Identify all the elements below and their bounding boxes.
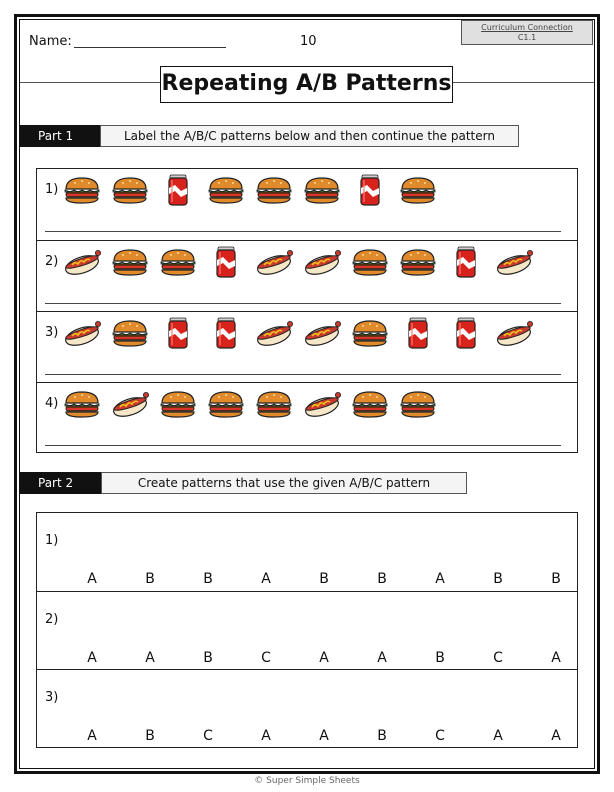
part1-tag: Part 1 — [20, 125, 100, 147]
pattern-letter: B — [319, 571, 329, 587]
footer-credit: © Super Simple Sheets — [254, 776, 360, 786]
name-field[interactable] — [74, 47, 226, 48]
burger-icon — [397, 173, 439, 207]
burger-icon — [397, 245, 439, 279]
part1-row-2 — [37, 240, 577, 311]
pattern-letter: A — [261, 728, 271, 744]
pattern-letter: A — [319, 650, 329, 666]
pattern-letter: C — [435, 728, 445, 744]
answer-line[interactable] — [45, 445, 561, 446]
pattern-letter: B — [551, 571, 561, 587]
pattern-letter: B — [435, 650, 445, 666]
part2-row-2 — [37, 591, 577, 669]
burger-icon — [157, 245, 199, 279]
hotdog-icon — [61, 316, 103, 350]
burger-icon — [253, 173, 295, 207]
curriculum-title: Curriculum Connection — [481, 23, 573, 32]
part1-header — [20, 125, 520, 147]
part2-tag: Part 2 — [20, 472, 101, 494]
curriculum-code: C1.1 — [517, 33, 537, 42]
soda-can-icon — [157, 173, 199, 207]
pattern-letter: A — [435, 571, 445, 587]
part1-row-1 — [37, 169, 577, 240]
hotdog-icon — [253, 245, 295, 279]
row-label: 3) — [45, 690, 59, 705]
hotdog-icon — [301, 316, 343, 350]
pattern-letter: A — [493, 728, 503, 744]
pattern-letter: A — [87, 728, 97, 744]
pattern-letter: A — [319, 728, 329, 744]
pattern-letter: B — [203, 650, 213, 666]
curriculum-connection-box — [461, 20, 593, 45]
part2-instruction: Create patterns that use the given A/B/C pattern — [101, 472, 467, 494]
pattern-letter: B — [493, 571, 503, 587]
answer-line[interactable] — [45, 374, 561, 375]
pattern-letter: A — [551, 650, 561, 666]
pattern-letter: B — [377, 571, 387, 587]
answer-line[interactable] — [45, 303, 561, 304]
hotdog-icon — [301, 245, 343, 279]
hotdog-icon — [493, 316, 535, 350]
part1-box — [36, 168, 578, 453]
part1-instruction: Label the A/B/C patterns below and then continue the pattern — [100, 125, 519, 147]
pattern-letter: C — [493, 650, 503, 666]
hotdog-icon — [61, 245, 103, 279]
hotdog-icon — [253, 316, 295, 350]
hotdog-icon — [493, 245, 535, 279]
burger-icon — [61, 387, 103, 421]
burger-icon — [205, 173, 247, 207]
burger-icon — [253, 387, 295, 421]
row-label: 1) — [45, 182, 59, 197]
soda-can-icon — [205, 245, 247, 279]
burger-icon — [349, 245, 391, 279]
part2-header — [20, 472, 468, 494]
pattern-letter: B — [145, 728, 155, 744]
burger-icon — [109, 173, 151, 207]
soda-can-icon — [205, 316, 247, 350]
soda-can-icon — [445, 245, 487, 279]
burger-icon — [109, 316, 151, 350]
hotdog-icon — [109, 387, 151, 421]
soda-can-icon — [157, 316, 199, 350]
row-label: 4) — [45, 396, 59, 411]
row-label: 2) — [45, 612, 59, 627]
pattern-letter: A — [551, 728, 561, 744]
answer-line[interactable] — [45, 231, 561, 232]
row-label: 1) — [45, 533, 59, 548]
soda-can-icon — [349, 173, 391, 207]
pattern-letter: A — [87, 571, 97, 587]
pattern-letter: C — [203, 728, 213, 744]
part1-row-3 — [37, 311, 577, 382]
burger-icon — [349, 316, 391, 350]
burger-icon — [61, 173, 103, 207]
burger-icon — [397, 387, 439, 421]
name-label: Name: — [29, 34, 72, 49]
part2-row-1 — [37, 513, 577, 591]
burger-icon — [349, 387, 391, 421]
burger-icon — [109, 245, 151, 279]
row-label: 3) — [45, 325, 59, 340]
burger-icon — [205, 387, 247, 421]
pattern-letter: B — [203, 571, 213, 587]
pattern-letter: B — [145, 571, 155, 587]
row-label: 2) — [45, 254, 59, 269]
part2-row-3 — [37, 669, 577, 747]
pattern-letter: A — [261, 571, 271, 587]
pattern-letter: A — [87, 650, 97, 666]
pattern-letter: B — [377, 728, 387, 744]
burger-icon — [301, 173, 343, 207]
hotdog-icon — [301, 387, 343, 421]
burger-icon — [157, 387, 199, 421]
worksheet-title: Repeating A/B Patterns — [160, 66, 453, 103]
page-number: 10 — [300, 34, 317, 49]
soda-can-icon — [397, 316, 439, 350]
pattern-letter: A — [145, 650, 155, 666]
pattern-letter: C — [261, 650, 271, 666]
part2-box — [36, 512, 578, 748]
part1-row-4 — [37, 382, 577, 453]
pattern-letter: A — [377, 650, 387, 666]
soda-can-icon — [445, 316, 487, 350]
